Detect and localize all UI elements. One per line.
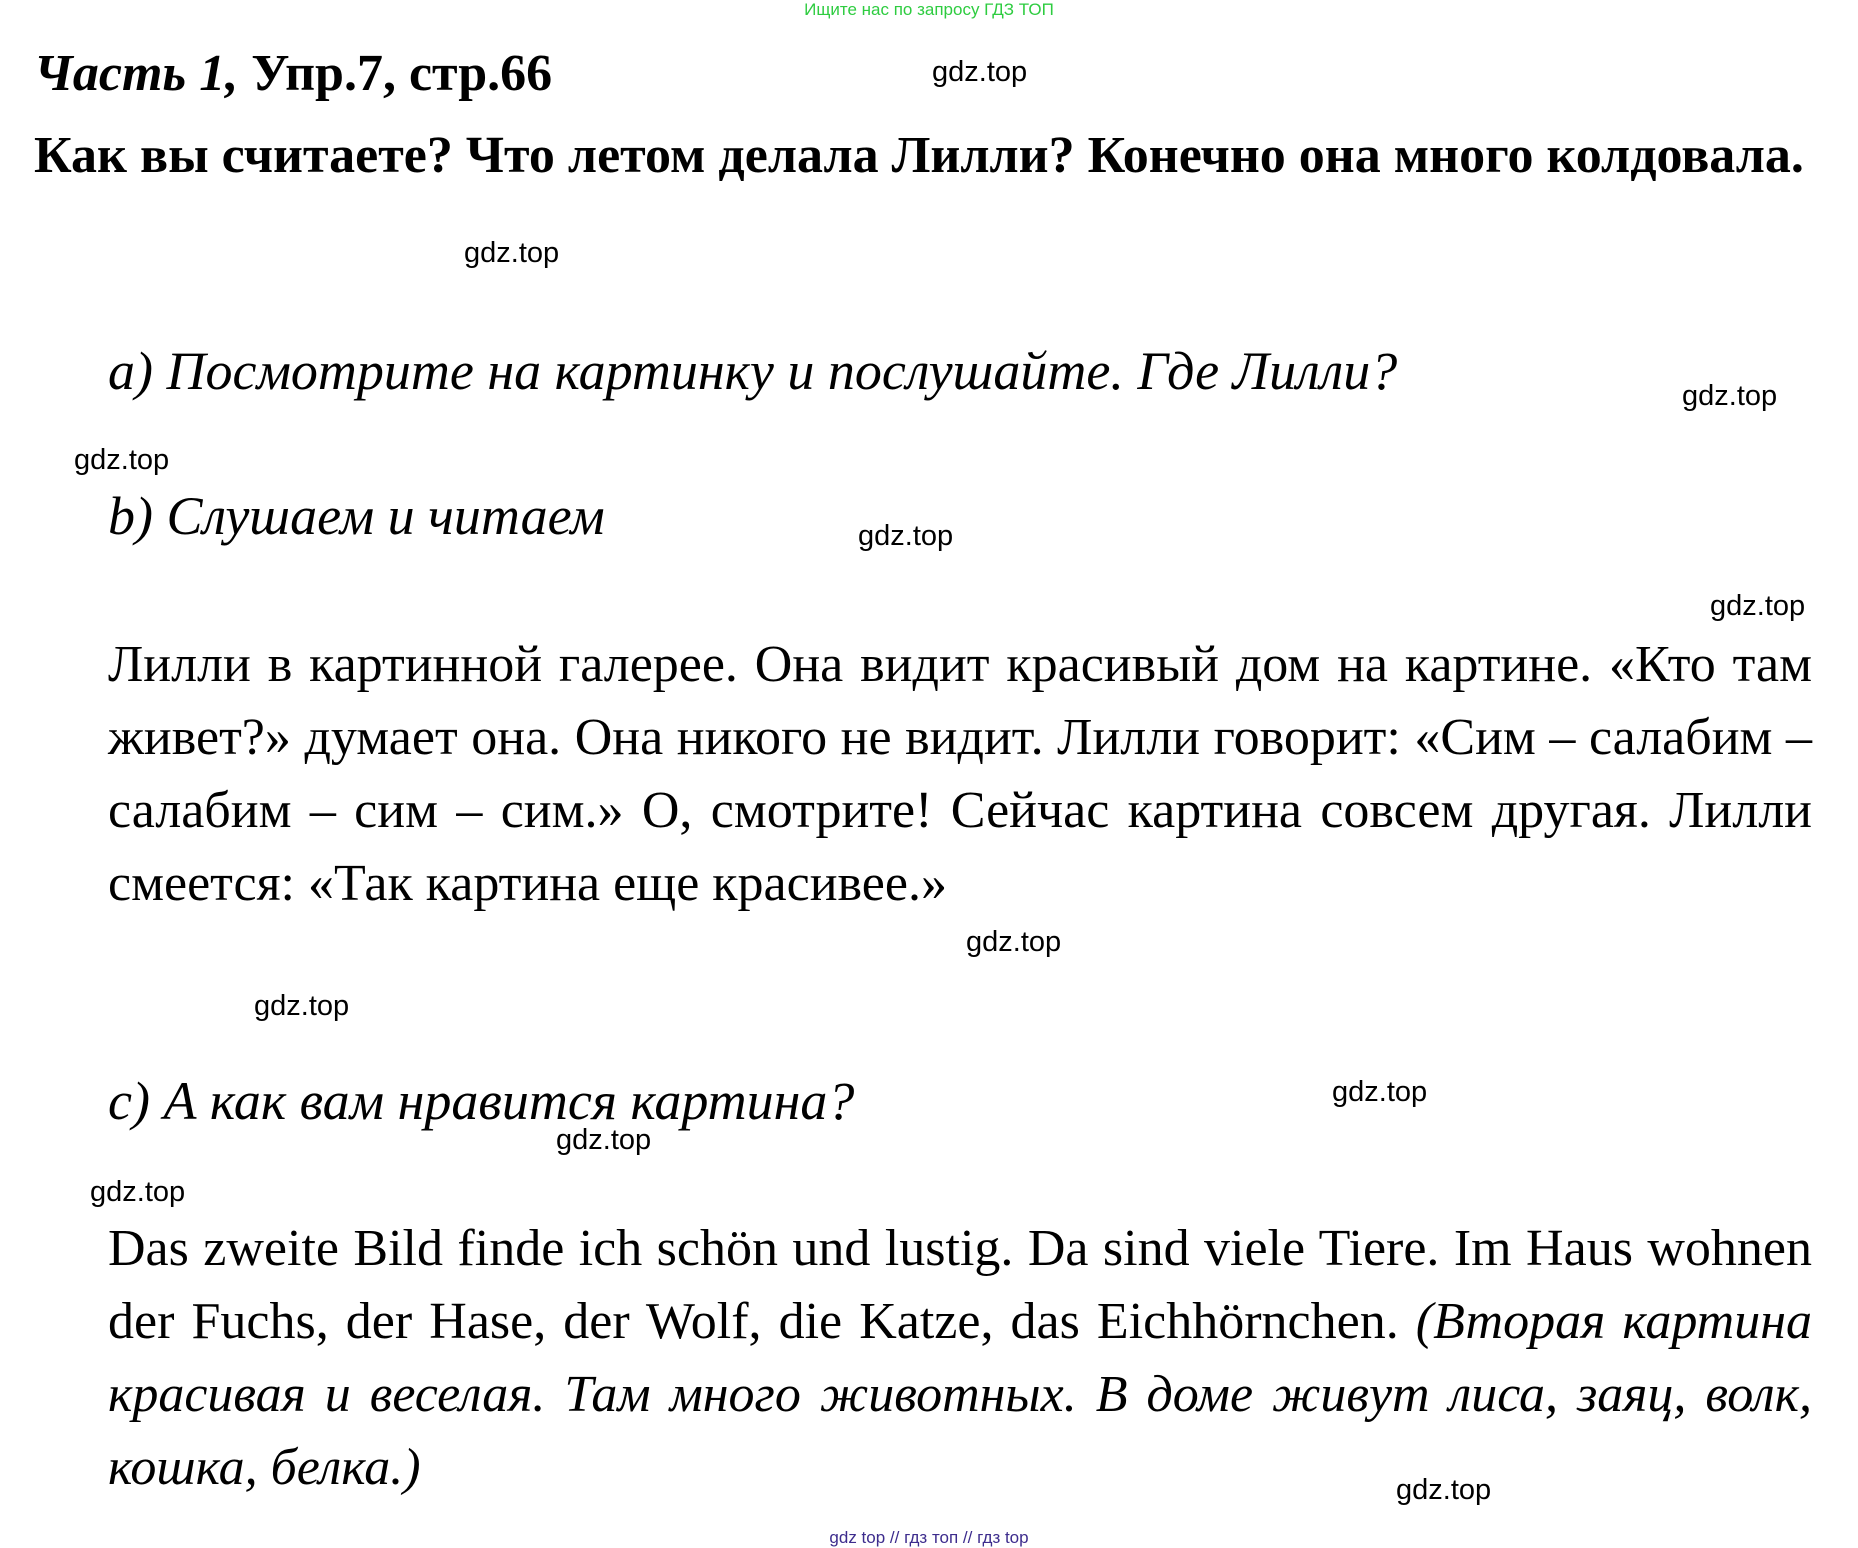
watermark: gdz.top xyxy=(1396,1474,1492,1506)
watermark: gdz.top xyxy=(254,990,350,1022)
story-paragraph: Лилли в картинной галерее. Она видит красивый дом на картине. «Кто там живет?» думает она. Она никого не видит. Лилли говорит: «Сим – салабим – салабим – сим – сим.» О, смотрите! Сейчас картина совсем другая. Лилли смеется: «Так картина еще красивее.» xyxy=(108,636,1812,912)
watermark: gdz.top xyxy=(90,1176,186,1208)
task-c: c) А как вам нравится картина? xyxy=(108,1071,855,1131)
watermark: gdz.top xyxy=(966,926,1062,958)
watermark: gdz.top xyxy=(556,1124,652,1156)
task-b: b) Слушаем и читаем xyxy=(108,486,605,546)
watermark: gdz.top xyxy=(1710,590,1806,622)
watermark: gdz.top xyxy=(464,237,560,269)
answer-paragraph xyxy=(108,1212,1812,1504)
watermark: gdz.top xyxy=(932,56,1028,88)
answer-translation: (Вторая картина красивая и веселая. Там много животных. В доме живут лиса, заяц, волк, кошка, белка.) xyxy=(108,1293,1813,1496)
footer-links: gdz top // гдз топ // гдз top xyxy=(829,1528,1029,1547)
watermark: gdz.top xyxy=(1332,1076,1428,1108)
part-label: Часть 1, xyxy=(34,45,239,102)
watermark: gdz.top xyxy=(858,520,954,552)
task-a: a) Посмотрите на картинку и послушайте. Где Лилли? xyxy=(108,341,1398,401)
exercise-heading xyxy=(34,44,552,103)
watermark: gdz.top xyxy=(74,444,170,476)
exercise-label: Упр.7, стр.66 xyxy=(238,45,553,102)
watermark: gdz.top xyxy=(1682,380,1778,412)
answer-german: Das zweite Bild finde ich schön und lustig. Da sind viele Tiere. Im Haus wohnen der Fuchs, der Hase, der Wolf, die Katze, das Eichhörnchen. xyxy=(108,1220,1812,1350)
question-text: Как вы считаете? Что летом делала Лилли? Конечно она много колдовала. xyxy=(34,127,1804,184)
top-banner: Ищите нас по запросу ГДЗ ТОП xyxy=(804,0,1054,19)
